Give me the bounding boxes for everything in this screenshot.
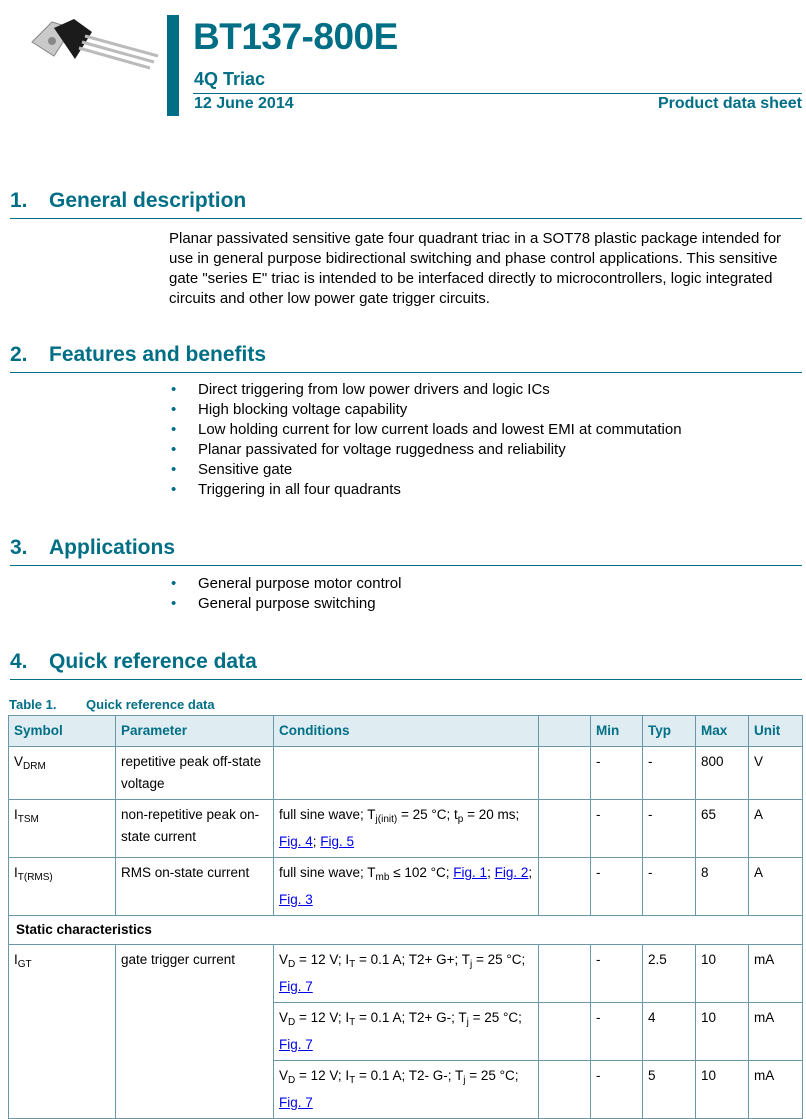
- table-row: [9, 800, 803, 858]
- parameter-cell: repetitive peak off-state voltage: [116, 747, 274, 800]
- subscript: TSM: [17, 814, 39, 825]
- min-cell: -: [591, 858, 643, 916]
- unit-cell: mA: [749, 1003, 803, 1061]
- section-number: 2.: [10, 343, 28, 366]
- unit-cell: mA: [749, 945, 803, 1003]
- section-title: Features and benefits: [49, 343, 267, 366]
- column-header: Unit: [749, 716, 803, 747]
- text-segment: ;: [312, 834, 321, 849]
- subscript: D: [288, 1017, 296, 1028]
- section-title: Applications: [49, 536, 176, 559]
- figure-link[interactable]: Fig. 5: [320, 834, 355, 849]
- document-type: Product data sheet: [657, 95, 802, 112]
- typ-cell: 2.5: [643, 945, 696, 1003]
- blank-cell: [539, 1061, 591, 1119]
- column-header: Max: [696, 716, 749, 747]
- text-segment: ≤ 102 °C;: [389, 865, 454, 880]
- subscript: mb: [375, 872, 390, 883]
- max-cell: 10: [696, 1003, 749, 1061]
- conditions-cell: [274, 858, 539, 916]
- figure-link[interactable]: Fig. 2: [494, 865, 529, 880]
- table-row: [9, 747, 803, 800]
- text-segment: V: [279, 1010, 289, 1025]
- list-item: • General purpose motor control: [169, 574, 401, 594]
- text-segment: = 12 V; I: [295, 1068, 350, 1083]
- group-row: [9, 916, 803, 945]
- conditions-cell: [274, 747, 539, 800]
- table-row: [9, 945, 803, 1003]
- min-cell: -: [591, 800, 643, 858]
- blank-cell: [539, 858, 591, 916]
- applications-list: [169, 574, 401, 614]
- subscript: DRM: [23, 761, 46, 772]
- text-segment: V: [279, 1068, 289, 1083]
- subtitle: 4Q Triac: [194, 69, 266, 89]
- quick-reference-table: [8, 715, 803, 1119]
- text-segment: = 0.1 A; T2+ G+; T: [355, 952, 470, 967]
- subscript: D: [288, 959, 296, 970]
- column-header: Typ: [643, 716, 696, 747]
- parameter-cell: non-repetitive peak on-state current: [116, 800, 274, 858]
- text-segment: = 12 V; I: [295, 1010, 350, 1025]
- subscript: j: [466, 1017, 469, 1028]
- section-number: 3.: [10, 536, 28, 559]
- header-divider: [193, 93, 802, 94]
- subscript: T: [349, 1017, 356, 1028]
- max-cell: 65: [696, 800, 749, 858]
- part-number-title: BT137-800E: [193, 16, 398, 57]
- subscript: T: [349, 959, 356, 970]
- section-heading-quick-reference: [10, 650, 802, 680]
- header-accent-bar: [167, 15, 179, 116]
- subscript: GT: [17, 959, 32, 970]
- conditions-cell: [274, 1003, 539, 1061]
- section-title: General description: [49, 189, 247, 212]
- section-heading-applications: [10, 536, 802, 566]
- list-item: • Sensitive gate: [169, 460, 682, 480]
- text-segment: = 0.1 A; T2- G-; T: [355, 1068, 464, 1083]
- figure-link[interactable]: Fig. 4: [279, 834, 313, 849]
- blank-cell: [539, 800, 591, 858]
- figure-link[interactable]: Fig. 7: [279, 1037, 313, 1052]
- text-segment: ;: [487, 865, 495, 880]
- unit-cell: A: [749, 800, 803, 858]
- column-header: Parameter: [116, 716, 274, 747]
- max-cell: 8: [696, 858, 749, 916]
- text-segment: = 25 °C;: [468, 1010, 522, 1025]
- typ-cell: -: [643, 858, 696, 916]
- subscript: j: [463, 1075, 466, 1086]
- symbol-cell: [9, 747, 116, 800]
- figure-link[interactable]: Fig. 7: [279, 1095, 313, 1110]
- typ-cell: 5: [643, 1061, 696, 1119]
- table-title: Quick reference data: [86, 697, 215, 712]
- table-header-row: [9, 716, 803, 747]
- parameter-cell: RMS on-state current: [116, 858, 274, 916]
- subscript: D: [288, 1075, 296, 1086]
- list-item: • Planar passivated for voltage ruggedness and reliability: [169, 440, 682, 460]
- min-cell: -: [591, 1003, 643, 1061]
- text-segment: ;: [528, 865, 533, 880]
- section-number: 4.: [10, 650, 28, 673]
- list-item: • Direct triggering from low power drivers and logic ICs: [169, 380, 682, 400]
- max-cell: 10: [696, 945, 749, 1003]
- list-item: • Triggering in all four quadrants: [169, 480, 682, 500]
- text-segment: full sine wave; T: [279, 865, 376, 880]
- text-segment: I: [14, 807, 18, 822]
- blank-cell: [539, 1003, 591, 1061]
- column-header: Min: [591, 716, 643, 747]
- date: 12 June 2014: [194, 95, 294, 112]
- conditions-cell: [274, 800, 539, 858]
- figure-link[interactable]: Fig. 1: [453, 865, 488, 880]
- subscript: j: [469, 959, 473, 970]
- section-heading-general: [10, 189, 802, 219]
- table-number: Table 1.: [9, 697, 57, 712]
- symbol-cell: [9, 945, 116, 1119]
- text-segment: I: [14, 952, 18, 967]
- section-title: Quick reference data: [49, 650, 257, 673]
- subscript: j(init): [375, 814, 398, 825]
- figure-link[interactable]: Fig. 7: [279, 979, 313, 994]
- min-cell: -: [591, 1061, 643, 1119]
- subscript: T: [349, 1075, 356, 1086]
- unit-cell: V: [749, 747, 803, 800]
- text-segment: I: [14, 865, 18, 880]
- subscript: T(RMS): [17, 872, 53, 883]
- conditions-cell: [274, 945, 539, 1003]
- text-segment: V: [279, 952, 289, 967]
- subscript: p: [457, 814, 464, 825]
- group-label: Static characteristics: [9, 916, 803, 945]
- general-description-text: Planar passivated sensitive gate four quadrant triac in a SOT78 plastic package intended for use in general purpose bidirectional switching and phase control applications. This sensitive gate "series E" triac is intended to be interfaced directly to microcontrollers, logic integrated circuits and other low power gate trigger circuits.: [169, 230, 782, 307]
- max-cell: 800: [696, 747, 749, 800]
- unit-cell: mA: [749, 1061, 803, 1119]
- text-segment: = 25 °C;: [465, 1068, 519, 1083]
- section-number: 1.: [10, 189, 28, 212]
- blank-cell: [539, 945, 591, 1003]
- text-segment: = 20 ms;: [463, 807, 520, 822]
- typ-cell: -: [643, 800, 696, 858]
- features-list: [169, 380, 682, 500]
- text-segment: = 25 °C; t: [397, 807, 458, 822]
- parameter-cell: gate trigger current: [116, 945, 274, 1119]
- typ-cell: 4: [643, 1003, 696, 1061]
- section-heading-features: [10, 343, 802, 373]
- unit-cell: A: [749, 858, 803, 916]
- list-item: • Low holding current for low current loads and lowest EMI at commutation: [169, 420, 682, 440]
- symbol-cell: [9, 800, 116, 858]
- column-header: [539, 716, 591, 747]
- typ-cell: -: [643, 747, 696, 800]
- column-header: Symbol: [9, 716, 116, 747]
- table-caption: [9, 697, 215, 712]
- blank-cell: [539, 747, 591, 800]
- conditions-cell: [274, 1061, 539, 1119]
- text-segment: V: [14, 754, 24, 769]
- figure-link[interactable]: Fig. 3: [279, 892, 313, 907]
- list-item: • High blocking voltage capability: [169, 400, 682, 420]
- column-header: Conditions: [274, 716, 539, 747]
- min-cell: -: [591, 945, 643, 1003]
- table-row: [9, 858, 803, 916]
- max-cell: 10: [696, 1061, 749, 1119]
- min-cell: -: [591, 747, 643, 800]
- symbol-cell: [9, 858, 116, 916]
- text-segment: full sine wave; T: [279, 807, 376, 822]
- product-image: [30, 14, 165, 74]
- text-segment: = 12 V; I: [295, 952, 350, 967]
- text-segment: = 0.1 A; T2+ G-; T: [355, 1010, 467, 1025]
- list-item: • General purpose switching: [169, 594, 401, 614]
- text-segment: = 25 °C;: [472, 952, 526, 967]
